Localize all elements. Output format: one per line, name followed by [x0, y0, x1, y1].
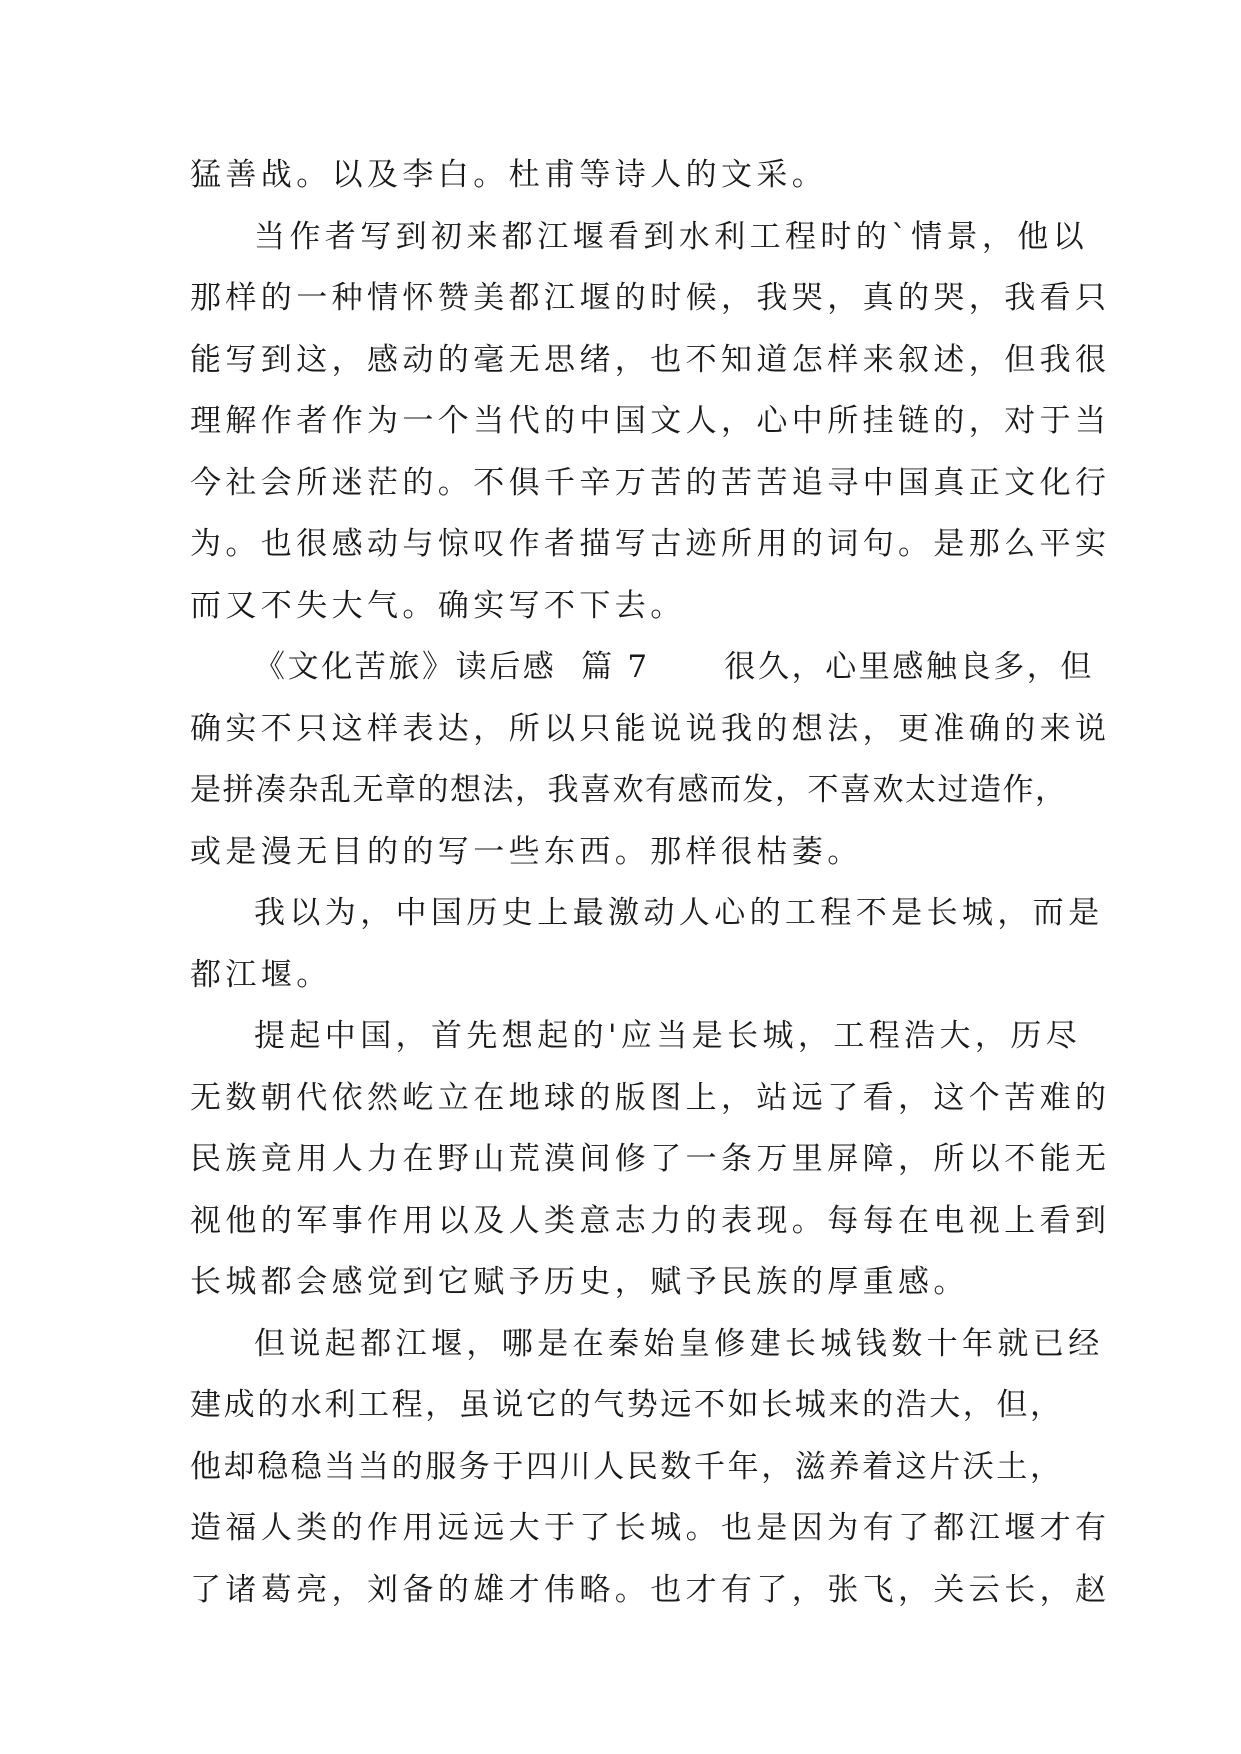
section-heading-line: 《文化苦旅》读后感 篇 7 很久，心里感触良多，但: [254, 649, 1095, 685]
text-line: 造福人类的作用远远大于了长城。也是因为有了都江堰才有: [190, 1510, 1111, 1546]
text-line: 那样的一种情怀赞美都江堰的时候，我哭，真的哭，我看只: [190, 280, 1111, 316]
paragraph-start-line: 当作者写到初来都江堰看到水利工程时的`情景，他以: [254, 218, 1089, 255]
text-line: 了诸葛亮，刘备的雄才伟略。也才有了，张飞，关云长，赵: [190, 1571, 1111, 1608]
text-line: 或是漫无目的的写一些东西。那样很枯萎。: [190, 833, 863, 870]
text-line: 长城都会感觉到它赋予历史，赋予民族的厚重感。: [190, 1264, 969, 1300]
text-line: 确实不只这样表达，所以只能说说我的想法，更准确的来说: [190, 710, 1111, 747]
paragraph-start-line: 提起中国，首先想起的'应当是长城，工程浩大，历尽: [254, 1018, 1082, 1054]
text-line: 而又不失大气。确实写不下去。: [190, 587, 686, 624]
text-line: 猛善战。以及李白。杜甫等诗人的文采。: [190, 157, 828, 193]
text-line: 他却稳稳当当的服务于四川人民数千年，滋养着这片沃土，: [190, 1448, 1064, 1485]
body-text: [190, 155, 1111, 1631]
text-line: 今社会所迷茫的。不俱千辛万苦的苦苦追寻中国真正文化行: [190, 464, 1111, 501]
text-line: 无数朝代依然屹立在地球的版图上，站远了看，这个苦难的: [190, 1079, 1111, 1116]
text-line: 是拼凑杂乱无章的想法，我喜欢有感而发，不喜欢太过造作，: [190, 772, 1068, 808]
text-line: 为。也很感动与惊叹作者描写古迹所用的词句。是那么平实: [190, 526, 1111, 562]
text-line: 视他的军事作用以及人类意志力的表现。每每在电视上看到: [190, 1202, 1111, 1239]
text-line: 都江堰。: [190, 956, 332, 993]
text-line: 理解作者作为一个当代的中国文人，心中所挂链的，对于当: [190, 403, 1111, 439]
text-line: 建成的水利工程，虽说它的气势远不如长城来的浩大，但，: [190, 1387, 1064, 1423]
text-line: 民族竟用人力在野山荒漠间修了一条万里屏障，所以不能无: [190, 1141, 1111, 1177]
text-line: 能写到这，感动的毫无思绪，也不知道怎样来叙述，但我很: [190, 341, 1111, 378]
paragraph-start-line: 我以为，中国历史上最激动人心的工程不是长城，而是: [254, 895, 1104, 931]
paragraph-start-line: 但说起都江堰，哪是在秦始皇修建长城钱数十年就已经: [254, 1325, 1104, 1362]
